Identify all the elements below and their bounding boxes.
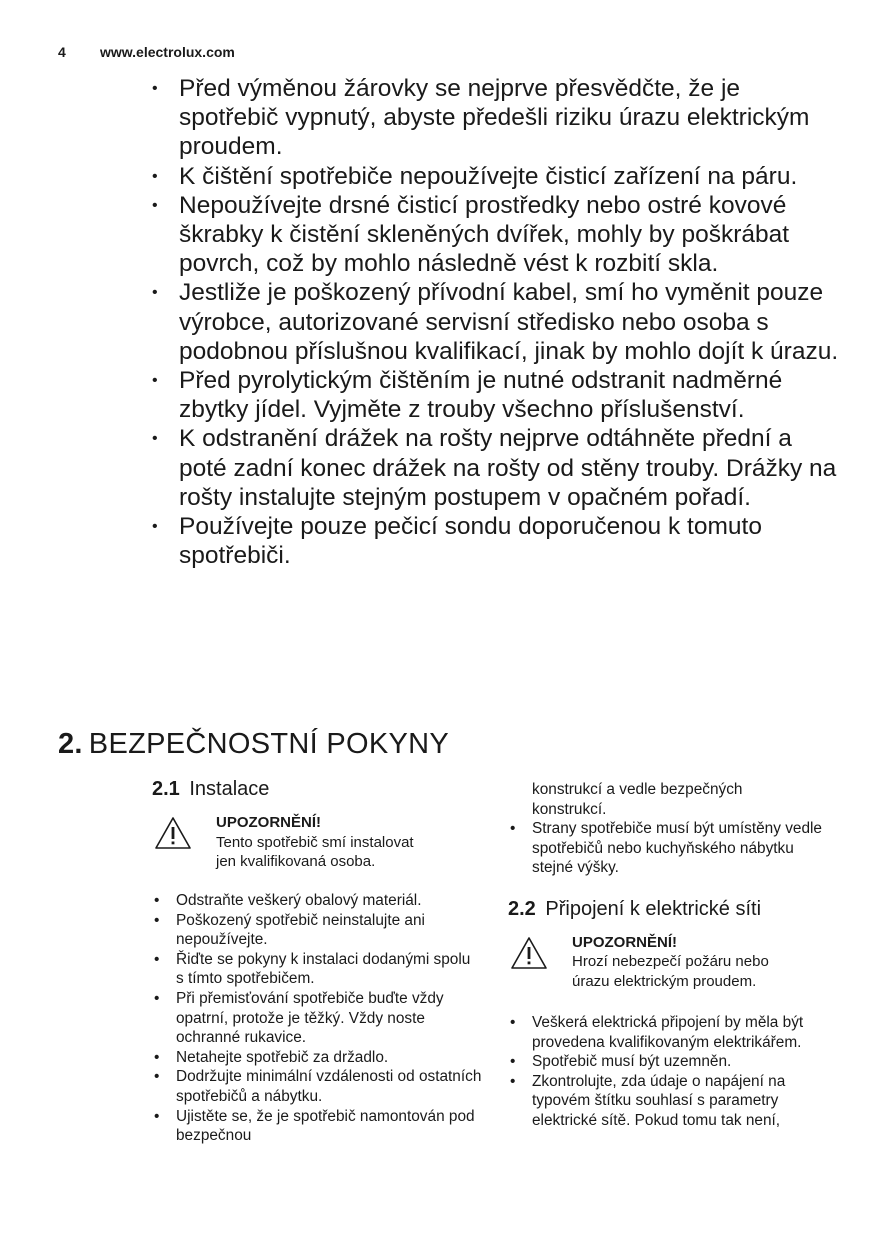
list-item: • K čištění spotřebiče nepoužívejte čisticí zařízení na páru. [152, 162, 842, 191]
page-header [58, 44, 235, 60]
section-number: 2. [58, 728, 83, 760]
list-item: • Jestliže je poškozený přívodní kabel, smí ho vyměnit pouze výrobce, autorizované servisní středisko nebo osoba s podobnou příslušnou kvalifikací, jinak by mohlo dojít k úrazu. [152, 278, 842, 366]
list-item: • Zkontrolujte, zda údaje o napájení na typovém štítku souhlasí s parametry elektrické sítě. Pokud tomu tak není, [508, 1072, 838, 1131]
list-item-continuation: konstrukcí a vedle bezpečných konstrukcí. [532, 781, 743, 818]
list-item: • K odstranění drážek na rošty nejprve odtáhněte přední a poté zadní konec drážek na rošty od stěny trouby. Drážky na rošty instalujte stejným postupem v opačném pořadí. [152, 424, 842, 512]
list-item: • Před výměnou žárovky se nejprve přesvědčte, že je spotřebič vypnutý, abyste předešli riziku úrazu elektrickým proudem. [152, 74, 842, 162]
list-item: • Poškozený spotřebič neinstalujte ani nepoužívejte. [152, 911, 482, 950]
installation-list [152, 891, 482, 1146]
list-item: • Dodržujte minimální vzdálenosti od ostatních spotřebičů a nábytku. [152, 1067, 482, 1106]
warning-title: UPOZORNĚNÍ! [216, 814, 321, 831]
subsection-number: 2.2 [508, 897, 536, 920]
right-column [508, 780, 838, 1131]
subsection-title-installation [152, 778, 482, 801]
warning-title: UPOZORNĚNÍ! [572, 933, 677, 951]
subsection-heading: Instalace [189, 778, 270, 800]
list-item: • Nepoužívejte drsné čisticí prostředky nebo ostré kovové škrabky k čistění skleněných dvířek, mohly by poškrábat povrch, což by mohlo následně vést k rozbití skla. [152, 191, 842, 279]
list-item: • Před pyrolytickým čištěním je nutné odstranit nadměrné zbytky jídel. Vyjměte z trouby všechno příslušenství. [152, 366, 842, 424]
safety-instructions-list [152, 74, 842, 570]
warning-box [508, 933, 838, 993]
section-title [58, 728, 449, 761]
list-item: • Odstraňte veškerý obalový materiál. [152, 891, 482, 911]
list-item: • Strany spotřebiče musí být umístěny vedle spotřebičů nebo kuchyňského nábytku stejné výšky. [508, 819, 838, 878]
page-number: 4 [58, 44, 66, 60]
warning-text: Hrozí nebezpečí požáru nebo úrazu elektrickým proudem. [572, 953, 769, 990]
installation-list-continued [508, 819, 838, 878]
warning-triangle-icon [510, 936, 548, 970]
subsection-number: 2.1 [152, 778, 180, 800]
list-item: • Ujistěte se, že je spotřebič namontován pod bezpečnou [152, 1107, 482, 1146]
section-heading: BEZPEČNOSTNÍ POKYNY [88, 728, 450, 760]
warning-triangle-icon [154, 816, 192, 850]
subsection-title-electrical [508, 898, 838, 921]
list-item: • Netahejte spotřebič za držadlo. [152, 1048, 482, 1068]
website-url: www.electrolux.com [100, 44, 235, 60]
list-item: • Řiďte se pokyny k instalaci dodanými spolu s tímto spotřebičem. [152, 950, 482, 989]
list-item: • Používejte pouze pečicí sondu doporučenou k tomuto spotřebiči. [152, 512, 842, 570]
list-item: • Při přemisťování spotřebiče buďte vždy opatrní, protože je těžký. Vždy noste ochranné rukavice. [152, 989, 482, 1048]
electrical-list [508, 1013, 838, 1131]
list-item: • Veškerá elektrická připojení by měla být provedena kvalifikovaným elektrikářem. [508, 1013, 838, 1052]
left-column [152, 778, 482, 1146]
subsection-heading: Připojení k elektrické síti [545, 897, 762, 920]
warning-box [152, 813, 482, 873]
warning-text: Tento spotřebič smí instalovat jen kvalifikovaná osoba. [216, 833, 414, 870]
list-item: • Spotřebič musí být uzemněn. [508, 1052, 838, 1072]
